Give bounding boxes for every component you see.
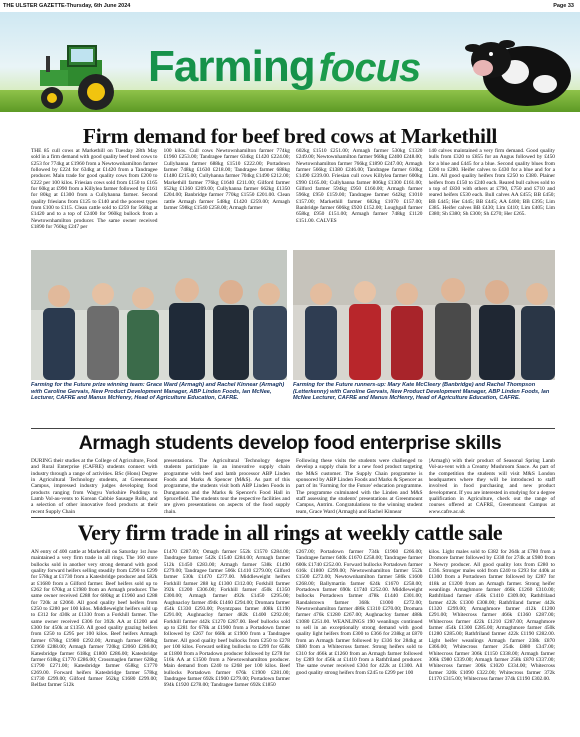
article3-column-3: £267.00; Portadown farmer 734k £1960 £266.00; Tandragee farmer 640k £1670 £258.00; Tandragee farmer 600k £1740 £252.00. Forward bullocks Portadown farmer 616k £1800 £299.00; Newtownhamilton farmer 552k £1500 £272.00; Newtownhamilton farmer 586k £1600 £268.00; Ballymartin farmer 624k £1670 £258.00; Portadown farmer 690k £1740 £252.00. Middleweight bullocks Portadown farmer 478k £1440 £301.00; Randalstown farmer 368k £1000 £272.00; Newtownhamilton farmer 486k £1310 £270.00; Dromara farmer 476k £1280 £267.00; Aughnacloy farmer 488k £1080 £251.00. WEANLINGS 190 weanlings continued to sell in an exceptionally strong demand with good quality light heifers from £300 to £366 for 238kg at £870 from an Armagh farmer followed by £336 for 284kg at £880 from a Whitecross farmer. Strong heifers sold to £310 for 466k at £1260 from an Armagh farmer followed by £289 for 456k at £1410 from a Rathfriland producer. The same owner received £304 for 422k at £1300. All good quality strong heifers from £245 to £299 per 100: [296, 549, 423, 676]
article2-body: [31, 458, 555, 514]
article1-column-1: THE 85 cull cows at Markethill on Tuesday 28th May sold in a firm demand with good quality beef bred cows to £253 for 774kg at £1960 from a Newtownhamilton farmer followed by £224 for 634kg at £1420 from a Tandragee producer. Main trade for good quality cows from £200 to £222 per 100 kilos. Friesian cows sold from £150 to £165 for 60kg at £990 from a Killylea farmer followed by £161 for 80kg at £1300 from a Cullyhanna farmer. Second quality friesians from £125 to £140 and the poorest types from £100 to £115. Clean cattle sold to £259 for 568kg at £1420 and to a top of £2400 for 960kg bullock from a Newtownhamilton producer. The same owner received £1890 for 760kg £247 per: [31, 148, 158, 231]
page-number: Page 33: [553, 3, 574, 9]
article3-column-2: £1470 £287.00; Omagh farmer 552k £1570 £284.00; Tandragee farmer 542k £1540 £284.00; Armagh farmer 512k £1450 £283.00; Armagh farmer 538k £1490 £279.00; Tandragee farmer 506k £1410 £279.00; Gilford farmer 530k £1470 £277.00. Middleweight heifers Forkhill farmer 288 kg £1300 £312.00; Forkhill farmer 392k £1200 £306.00; Forkhill farmer 450k £1350 £300.00; Armagh farmer 492k £1450 £295.00; Aughnacloy farmer 494k £1460 £294.00; Dromara farmer 454k £1330 £293.00; Poyntzpass farmer 408k £1190 £291.00; Aughnacloy farmer 482k £1400 £292.00; Forkhill farmer 442k £1270 £287.00. Beef bullocks sold up to £281 for 678k at £1900 from a Portadown farmer followed by £267 for 668k at £1900 from a Tandragee farmer. All good quality beef bullocks from £250 to £278 per 100 kilos. Forward selling bullocks to £299 for 658k at £1800 from a Portadown producer followed by £278 for 516k AA at £1500 from a Newtownhamilton producer. Main demand from £240 to £268 per 100 kilos. Beef bullocks Portadown farmer 676k £1900 £281.00; Tandragee farmer 692k £1900 £279.00; Portadown farmer 694k £1920 £278.00; Tandragee farmer 692k £1850: [163, 549, 290, 689]
photo-prize-winning-team: [31, 250, 287, 380]
article3-column-1: AN entry of 400 cattle at Markethill on Saturday 1st June maintained a very firm trade in all rings. The 160 store bullocks sold in another very strong demand with good quality forward heifers selling steadily from £290 to £299 for 578kg at £1730 from a Katesbridge producer and 582k at £1680 from a Gilford farmer. Beef heifers sold up to £262 for 670kg at £1980 from an Armagh producer. The same owner received £288 for 680kg at £1960 and £288 for 720k at £2060. All good quality beef heifers from £250 to £280 per 100 kilos. Middleweight heifers sold up to £312 for 430k at £1330 from a Forkhill farmer. The same owner received £306 for 392k AA at £1200 and £300 for 450k at £1350. All good quality grazing heifers from £250 to £295 per 100 kilos. Beef heifers Armagh farmer 678kg £1980 £292.00; Armagh farmer 680kg £1960 £288.00; Armagh farmer 720kg £2060 £286.00; Katesbridge farmer 618kg £1800 £286.00; Katesbridge farmer 618kg £1770 £286.00; Crossmaglen farmer 628kg £1790 £271.00; Katesbridge farmer 658kg £1770 £269.00. Forward heifers Katesbridge farmer 578kg £1730 £299.00; Gilford farmer 562kg £1680 £299.00; Belfast farmer 512k: [31, 549, 158, 689]
paper-date-line: THE ULSTER GAZETTE-Thursday, 6th June 2024: [3, 3, 131, 9]
cow-icon: [465, 26, 577, 112]
masthead-title: [148, 42, 420, 92]
article1-body: [31, 148, 555, 248]
article3-headline: Very firm trade in all rings at weekly cattle sale: [77, 520, 503, 545]
article3-column-4: kilos. Light males sold to £382 for 264k at £780 from a Dromore farmer followed by £338 for 274k at £980 from a Newry producer. All good quality lots from £280 to £336. Stronger males sold from £240 to £293 for 440k at £1300 from a Portadown farmer followed by £287 for 418k at £1200 from an Armagh farmer. Strong heifer weanlings Armaghmore farmer 466k £1260 £310.00; Rathfriland farmer 456k £1410 £309.00; Rathfriland farmer 422k £1300 £308.00; Rathfriland farmer 442k £1320 £299.00; Armaghmore farmer 412k £1200 £291.00; Whitecross farmer 466k £1360 £287.00; Whitecross farmer 422k £1210 £287.00; Armaghmore farmer 454k £1300 £285.00; Armaghmore farmer 450k £1280 £285.00; Rathfriland farmer 422k £1190 £282.00. Light heifer weanlings Armagh farmer 238k £870 £366.00; Whitecross farmer 254k £880 £347.00; Whitecross farmer 306k £1150 £338.00; Armagh farmer 306k £980 £339.00; Armagh farmer 258k £870 £337.00; Whitecross farmer 306k £1020 £334.00; Whitecross farmer 320k £1090 £322.00; Whitecross farmer 372k £1170 £315.00; Whitecross farmer 374k £1190 £302.00.: [428, 549, 555, 682]
section-divider: [31, 428, 555, 429]
page-header: [0, 0, 580, 12]
article2-column-2: presentations. The Agricultural Technology degree students participate in an innovative supply chain programme with beef and lamb processor ABP Linden Foods and Marks & Spencer (M&S). As part of this programme, the students visit both ABP Linden Foods in Dungannon and the Marks & Spencer's Food Hall in Sprucefield. The students tour the respective facilities and are given presentations on aspects of the food supply chain.: [163, 458, 290, 514]
photo1-caption: Farming for the Future prize winning team: Grace Ward (Armagh) and Rachel Kinnear (Armagh) with Caroline Gervais, New Product Development Manager, ABP Linden Foods, Ian McNee, Lecturer, CAFRE and Manus McHenry, Head of Agriculture Education, CAFRE.: [31, 382, 285, 402]
article1-column-3: 602kg £1510 £251.00; Armagh farmer 530kg £1320 £249.00; Newtownhamilton farmer 968kg £2400 £248.00; Newtownhamilton farmer 766kg £1890 £247.00; Armagh farmer 566kg £1380 £246.00; Tandragee farmer 610kg £1490 £239.00. Friesian cull cows Killylea farmer 600kg £990 £165.00; Cullyhanna farmer 806kg £1300 £161.00; Gilford farmer 594kg £950 £160.00; Armagh farmer 596kg £950 £159.00; Tandragee farmer 642kg £1010 £157.00; Markethill farmer 682kg £1070 £157.00; Banbridge farmer 606kg £920 £152.00; Loughgall farmer 658kg £950 £151.00; Armagh farmer 748kg £1120 £151.00. CALVES: [296, 148, 423, 224]
article2-column-3: Following these visits the students were challenged to develop a supply chain for a new food product targeting the M&S customer. The Supply Chain programme is sponsored by ABP Linden Foods and Marks & Spencer as part of its 'Farming for the Future' education programme. The programme culminated with the Linden and M&S staff assessing the students' presentations at Greenmount Campus, Antrim. Congratulations to the winning student team, Grace Ward (Armagh) and Rachel Kinnear: [296, 458, 423, 514]
article2-column-1: DURING their studies at the College of Agriculture, Food and Rural Enterprise (CAFRE) students connect with industry through a range of activities. BSc (Hons) Degree in Agricultural Technology students, at Greenmount Campus, impressed industry judges developing food products ranging from Wagyu Yorkshire Puddings to Lamb Vol-au-vents to Korean Cabbie Sausage Rolls, and a selection of other innovative food products at their recent Supply Chain: [31, 458, 158, 514]
article2-column-4: (Armagh) with their product of Seasonal Spring Lamb Vol-au-vent with a Creamy Mushroom Sauce. As part of the competition the students will visit M&S London headquarters where they will be introduced to staff involved in food purchasing and new product development. If you are interested in studying for a degree qualification in Agriculture, check out the range of courses offered at CAFRE, Greenmount Campus at www.cafre.ac.uk: [428, 458, 555, 514]
article1-column-4: 140 calves maintained a very firm demand. Good quality bulls from £320 to £855 for an Angus followed by £450 for a blue and £445 for a blue. Second quality blues from £200 to £280. Heifer calves to £430 for a blue and for a Lim. All good quality heifers from £250 to £380. Plainer heifers from £150 to £240 each. Reared bull calves sold to a top of £830 with others at £790, £750 and £710 and reared heifers £530 each. Bull calves AA £455; BB £450; BB £445; Her £445; BB £445; AA £400; BB £395; Lim £385. Heifer calves BB £430; Lim £410; Lim £405; Lim £380; Sh £380; Sh £300; Sh £270; Her £265.: [428, 148, 555, 218]
masthead-word-focus: focus: [318, 46, 421, 90]
group-photo-image: [31, 250, 287, 380]
section-divider: [31, 517, 555, 518]
article3-body: [31, 549, 555, 735]
masthead-word-farming: Farming: [148, 42, 315, 91]
article1-headline: Firm demand for beef bred cows at Markethill: [82, 124, 498, 148]
photo-runners-up-team: [293, 250, 555, 380]
photo2-caption: Farming for the Future runners-up: Mary Kate McCleery (Banbridge) and Rachel Thompson (Letterkenny) with Caroline Gervais, New Product Development Manager, ABP Linden Foods, Ian McNee Lecturer, CAFRE and Manus McHenry, Head of Agriculture Education, CAFRE.: [293, 382, 550, 402]
group-photo-image: [293, 250, 555, 380]
article1-column-2: 100 kilos. Cull cows Newtownhamilton farmer 774kg £1960 £253.00; Tandragee farmer 634kg £1420 £224.00; Cullyhanna farmer 688kg £1510 £222.00; Portadown farmer 748kg £1630 £218.00; Tandragee farmer 688kg £1480 £215.00; Cullyhanna farmer 704kg £1490 £212.00; Markethill farmer 776kg £1640 £211.00; Gilford farmer 652kg £1360 £209.00; Cullyhanna farmer 662kg £1350 £204.00; Banbridge farmer 770kg £1550 £201.00. Clean cattle Armagh farmer 548kg £1420 £259.00; Armagh farmer 598kg £1540 £258.00; Armagh farmer: [163, 148, 290, 212]
farming-focus-masthead: [0, 12, 580, 112]
article2-headline: Armagh students develop food enterprise skills: [78, 432, 502, 454]
tractor-icon: [30, 42, 140, 112]
